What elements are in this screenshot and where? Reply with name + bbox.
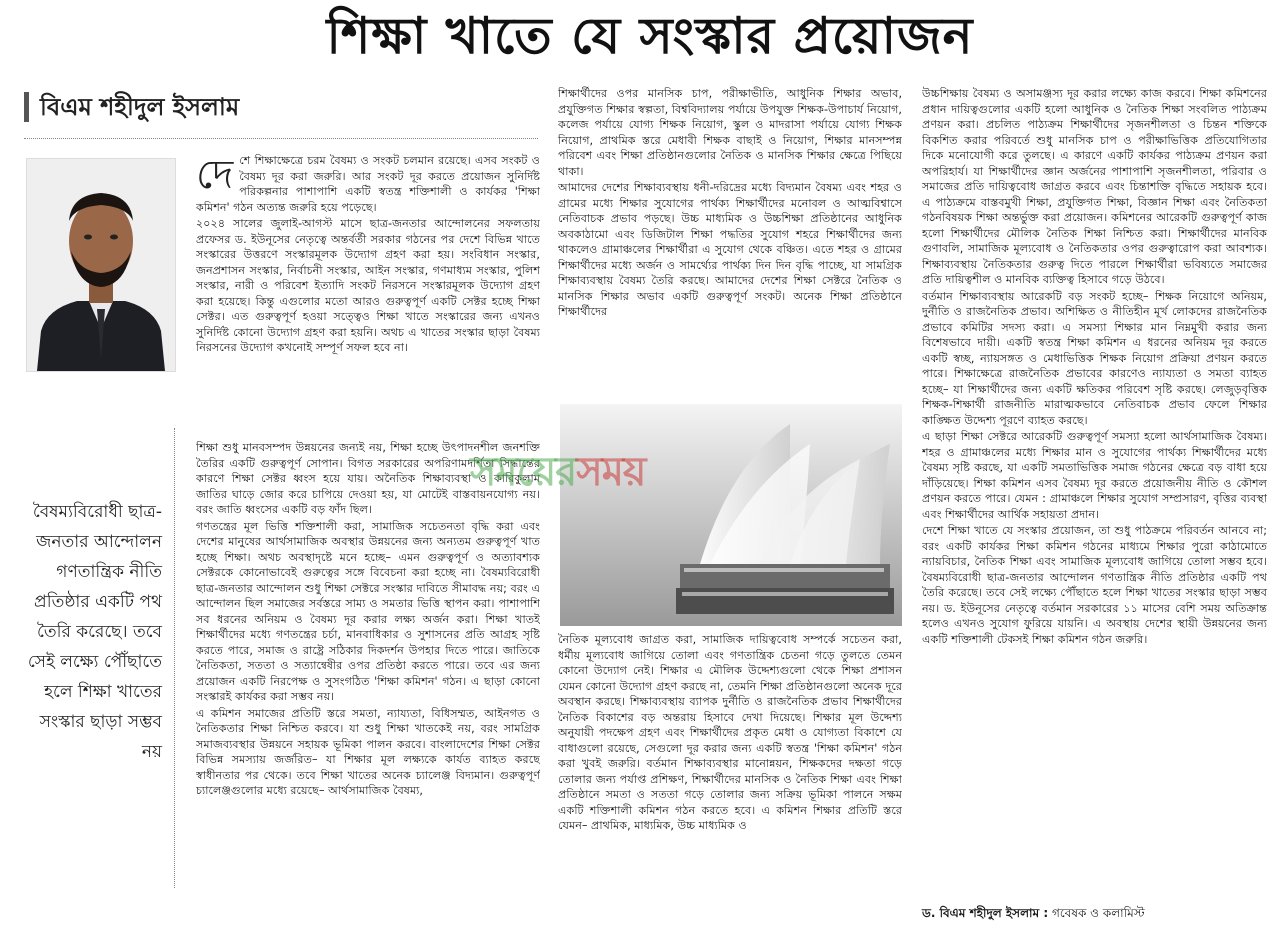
paragraph: ২০২৪ সালের জুলাই-আগস্ট মাসে ছাত্র-জনতার আন্দোলনের সফলতায় প্রফেসর ড. ইউনূসের নেতৃত্বে অন্তর্বর্তী সরকার গঠনের পর দেশে বিভিন্ন খাতে সংস্কারের উত্তরণে সংস্কারমূলক উদ্যোগ গ্রহণ করা হয়। সংবিধান সংস্কার, জনপ্রশাসন সংস্কার, নির্বাচনী সংস্কার, আইন সংস্কার, গণমাধ্যম সংস্কার, পুলিশ সংস্কার, নারী ও পরিবেশ ইত্যাদি সংকট নিরসনে সংস্কারমূলক উদ্যোগ গ্রহণ করা হয়েছে। কিন্তু এগুলোর মতো আরও গুরুত্বপূর্ণ একটি সেক্টর হচ্ছে শিক্ষা সেক্টর। এত গুরুত্বপূর্ণ হওয়া সত্ত্বেও শিক্ষা খাতে সংস্কারের জন্য এখনও সুনির্দিষ্ট কোনো উদ্যোগ গ্রহণ করা হয়নি। অথচ এ খাতের সংস্কার ছাড়া বৈষম্য নিরসনের উদ্যোগ কখনোই সম্পূর্ণ সফল হবে না। — [196, 217, 540, 354]
paragraph: উচ্চশিক্ষায় বৈষম্য ও অসামঞ্জস্য দূর করার লক্ষ্যে কাজ করবে। শিক্ষা কমিশনের প্রধান দায়িত্বগুলোর একটি হলো আধুনিক ও নৈতিক শিক্ষা সংবলিত পাঠ্যক্রম প্রণয়ন করা। প্রচলিত পাঠ্যক্রম শিক্ষার্থীদের সৃজনশীলতা ও চিন্তন শক্তিকে বিকশিত করার পরিবর্তে শুধু মানসিক চাপ ও পরীক্ষাভিত্তিক প্রতিযোগিতার দিকে মনোযোগী করে তুলছে। এ কারণে একটি কার্যকর পাঠ্যক্রম প্রণয়ন করা অপরিহার্য। যা শিক্ষার্থীদের জ্ঞান অর্জনের পাশাপাশি সৃজনশীলতা, পরিবার ও সমাজের প্রতি দায়িত্ববোধ জাগ্রত করবে এবং চিন্তাশক্তি বৃদ্ধিতে সহায়ক হবে। এ পাঠ্যক্রমে বাস্তবমুখী শিক্ষা, প্রযুক্তিগত শিক্ষা, বিজ্ঞান শিক্ষা এবং নৈতিকতা গঠনবিষয়ক শিক্ষা অন্তর্ভুক্ত করা প্রয়োজন। কমিশনের আরেকটি গুরুত্বপূর্ণ কাজ হলো শিক্ষার্থীদের মৌলিক নৈতিক শিক্ষা নিশ্চিত করা। শিক্ষার্থীদের মানবিক গুণাবলি, সামাজিক মূল্যবোধ ও নৈতিকতার ওপর গুরুত্বারোপ করা আবশ্যক। শিক্ষাব্যবস্থায় নৈতিকতার গুরুত্ব দিতে পারলে শিক্ষার্থীরা ভবিষ্যতে সমাজের প্রতি দায়িত্বশীল ও মানবিক ব্যক্তিত্ব হিসাবে গড়ে উঠবে। — [922, 87, 1267, 286]
publisher-watermark: সময়েরসময় — [470, 449, 646, 495]
article-headline: শিক্ষা খাতে যে সংস্কার প্রয়োজন — [326, 6, 974, 65]
paragraph: এ ছাড়া শিক্ষা সেক্টরে আরেকটি গুরুত্বপূর্ণ সমস্যা হলো আর্থসামাজিক বৈষম্য। শহর ও গ্রামাঞ্চলের মধ্যে শিক্ষার মান ও সুযোগের পার্থক্য শিক্ষার্থীদের মধ্যে বৈষম্য সৃষ্টি করছে, যা একটি সমতাভিত্তিক সমাজ গঠনের ক্ষেত্রে বড় বাধা হয়ে দাঁড়িয়েছে। শিক্ষা কমিশন এসব বৈষম্য দূর করতে প্রয়োজনীয় নীতি ও কৌশল প্রণয়ন করতে পারে। যেমন : গ্রামাঞ্চলে শিক্ষার সুযোগ সম্প্রসারণ, বৃত্তির ব্যবস্থা এবং শিক্ষার্থীদের আর্থিক সহায়তা প্রদান। — [922, 430, 1267, 521]
footer-author-role: গবেষক ও কলামিস্ট — [1051, 906, 1145, 920]
byline — [24, 88, 534, 128]
open-book-icon — [560, 404, 902, 626]
author-photo — [26, 158, 176, 372]
author-name: বিএম শহীদুল ইসলাম — [40, 93, 240, 121]
article-column-2-top — [558, 86, 902, 392]
paragraph: এ কমিশন সমাজের প্রতিটি স্তরে সমতা, ন্যায্যতা, বিধিসম্মত, আইনগত ও নৈতিকতার শিক্ষা নিশ্চিত করবে। যা শুধু শিক্ষা খাতকেই নয়, বরং সামগ্রিক সমাজব্যবস্থার উন্নয়নে সহায়ক ভূমিকা পালন করবে। বাংলাদেশের শিক্ষা সেক্টর বিভিন্ন সমস্যায় জর্জরিত– যা শিক্ষার মূল লক্ষ্যকে কার্যত ব্যাহত করছে স্বাধীনতার পর থেকে। তবে শিক্ষা খাতের অনেক চ্যালেঞ্জ বিদ্যমান। গুরুত্বপূর্ণ চ্যালেঞ্জগুলোর মধ্যে রয়েছে– আর্থসামাজিক বৈষম্য, — [196, 706, 540, 797]
footer-author-name: ড. বিএম শহীদুল ইসলাম : — [922, 906, 1049, 920]
author-footer — [922, 904, 1267, 922]
article-column-1-top — [196, 153, 540, 437]
author-portrait-icon — [27, 159, 175, 371]
pull-quote-divider — [174, 428, 175, 888]
paragraph: গণতন্ত্রের মূল ভিত্তি শক্তিশালী করা, সামাজিক সচেতনতা বৃদ্ধি করা এবং দেশের মানুষের আর্থসামাজিক অবস্থার উন্নয়নের জন্য অন্যতম গুরুত্বপূর্ণ খাত হচ্ছে শিক্ষা। অথচ অবস্থাদৃষ্টে মনে হচ্ছে– এমন গুরুত্বপূর্ণ ও অত্যাবশ্যক সেক্টরকে কোনোভাবেই গুরুত্বের সঙ্গে বিবেচনা করা হচ্ছে না। বৈষম্যবিরোধী ছাত্র-জনতার আন্দোলন শুধু শিক্ষা সেক্টরে সংস্কার দাবিতে সীমাবদ্ধ নয়; বরং এ আন্দোলন ছিল সমাজের সর্বস্তরে সাম্য ও সমতার ভিত্তি স্থাপন করা। পাশাপাশি সব ধরনের অনিয়ম ও বৈষম্য দূর করার লক্ষ্য অর্জন করা। শিক্ষা খাতই শিক্ষার্থীদের মধ্যে গণতন্ত্রের চর্চা, মানবাধিকার ও সুশাসনের প্রতি আগ্রহ সৃষ্টি করতে পারে, সমাজ ও রাষ্ট্রে সঠিকার দিকদর্শন উপহার দিতে পারে। জাতিকে নৈতিকতা, সততা ও সত্যান্বেষীর ওপর প্রতিষ্ঠা করতে পারে। তবে এর জন্য প্রয়োজন একটি নিরপেক্ষ ও সুসংগঠিত 'শিক্ষা কমিশন' গঠন। এ ছাড়া কোনো সংস্কারই কার্যকর করা সম্ভব নয়। — [196, 519, 540, 703]
byline-bar — [24, 92, 29, 122]
article-column-1-bottom — [196, 440, 540, 920]
paragraph: শিক্ষা শুধু মানবসম্পদ উন্নয়নের জন্যই নয়, শিক্ষা হচ্ছে উৎপাদনশীল জনশক্তি তৈরির একটি গুরুত্বপূর্ণ সোপান। বিগত সরকারের অপরিণামদর্শিতা সিদ্ধান্তের কারণে শিক্ষা সেক্টর ধ্বংস হয়ে যায়। অনৈতিক শিক্ষাব্যবস্থা ও কারিকুলাম জাতির ঘাড়ে জোর করে চাপিয়ে দেওয়া হয়, যা মোটেই বাস্তবায়নযোগ্য নয়। বরং জাতি ধ্বংসের একটি বড় ফাঁদ ছিল। — [196, 441, 540, 516]
drop-cap: দে — [196, 153, 234, 198]
paragraph: শিক্ষার্থীদের ওপর মানসিক চাপ, পরীক্ষাভীতি, আধুনিক শিক্ষার অভাব, প্রযুক্তিগত শিক্ষার স্বল্পতা, বিশ্ববিদ্যালয় পর্যায়ে উপযুক্ত শিক্ষক-উপাচার্য নিয়োগ, কলেজ পর্যায়ে যোগ্য শিক্ষক নিয়োগ, স্কুল ও মাদরাসা পর্যায়ে যোগ্য শিক্ষক নিয়োগ, প্রাথমিক স্তরে মেধাবী শিক্ষক বাছাই ও নিয়োগ, শিক্ষার মানসম্পন্ন পরিবেশ এবং শিক্ষা প্রতিষ্ঠানগুলোর নৈতিক ও মানসিক শিক্ষার ক্ষেত্রে পিছিয়ে থাকা। — [558, 87, 902, 178]
paragraph: বর্তমান শিক্ষাব্যবস্থায় আরেকটি বড় সংকট হচ্ছে– শিক্ষক নিয়োগে অনিয়ম, দুর্নীতি ও রাজনৈতিক প্রভাব। অশিক্ষিত ও নীতিহীন মূর্খ লোকদের রাজনৈতিক প্রভাবে কমিটির সদস্য করা। এ সমস্যা শিক্ষার মান নিম্নমুখী করার জন্য বিশেষভাবে দায়ী। একটি স্বতন্ত্র শিক্ষা কমিশন এ ধরনের অনিয়ম দূর করতে একটি স্বচ্ছ, ন্যায়সঙ্গত ও মেধাভিত্তিক শিক্ষক নিয়োগ প্রক্রিয়া প্রণয়ন করতে পারে। শিক্ষাক্ষেত্রে রাজনৈতিক প্রভাবের কারণেও ন্যায্যতা ও সমতা ব্যাহত হচ্ছে– যা শিক্ষার্থীদের জন্য একটি ক্ষতিকর পরিবেশ সৃষ্টি করছে। লেজুড়বৃত্তিক শিক্ষক-শিক্ষার্থী রাজনীতি মারাত্মকভাবে নেতিবাচক প্রভাব ফেলে শিক্ষার কাঙ্ক্ষিত উদ্দেশ্য পূরণে ব্যাহত করছে। — [922, 289, 1267, 427]
byline-divider — [24, 138, 538, 139]
paragraph: নৈতিক মূল্যবোধ জাগ্রত করা, সামাজিক দায়িত্ববোধ সম্পর্কে সচেতন করা, ধর্মীয় মূল্যবোধ জাগিয়ে তোলা এবং গণতান্ত্রিক চেতনা গড়ে তুলতে তেমন কোনো উদ্যোগ নেই। শিক্ষার এ মৌলিক উদ্দেশ্যগুলো থেকে শিক্ষা প্রশাসন যেমন কোনো উদ্যোগ গ্রহণ করছে না, তেমনি শিক্ষা প্রতিষ্ঠানগুলো অনেক দূরে অবস্থান করছে। শিক্ষাব্যবস্থায় ব্যাপক দুর্নীতি ও রাজনৈতিক প্রভাব শিক্ষার্থীদের নৈতিক বিকাশের বড় অন্তরায় হিসাবে দেখা দিয়েছে। শিক্ষার মূল উদ্দেশ্য অনুযায়ী পদক্ষেপ গ্রহণ এবং শিক্ষার্থীদের প্রকৃত মেধা ও যোগ্যতা বিকাশে যে বাধাগুলো রয়েছে, সেগুলো দূর করার জন্য একটি স্বতন্ত্র 'শিক্ষা কমিশন' গঠন করা খুবই জরুরি। বর্তমান শিক্ষাব্যবস্থার মানোন্নয়ন, শিক্ষকদের দক্ষতা গড়ে তোলার জন্য পর্যাপ্ত প্রশিক্ষণ, শিক্ষার্থীদের মানসিক ও নৈতিক শিক্ষা এবং শিক্ষা প্রতিষ্ঠানে সমতা ও সততা গড়ে তোলার জন্য সক্রিয় ভূমিকা পালনে সক্ষম একটি শক্তিশালী কমিশন গঠন করতে হবে। এ কমিশন শিক্ষার প্রতিটি স্তরে যেমন– প্রাথমিক, মাধ্যমিক, উচ্চ মাধ্যমিক ও — [558, 633, 902, 832]
pull-quote: বৈষম্যবিরোধী ছাত্র-জনতার আন্দোলন গণতান্ত্রিক নীতি প্রতিষ্ঠার একটি পথ তৈরি করেছে। তবে সেই লক্ষ্যে পৌঁছাতে হলে শিক্ষা খাতের সংস্কার ছাড়া সম্ভব নয় — [27, 502, 162, 762]
article-column-2-bottom — [558, 632, 902, 922]
article-column-3 — [922, 86, 1267, 896]
paragraph: দেশে শিক্ষা খাতে যে সংস্কার প্রয়োজন, তা শুধু পাঠক্রমে পরিবর্তন আনবে না; বরং একটি কার্যকর শিক্ষা কমিশন গঠনের মাধ্যমে শিক্ষার পুরো কাঠামোতে ন্যায়বিচার, নৈতিক শিক্ষা এবং সামাজিক মূল্যবোধ জাগিয়ে তোলা সম্ভব হবে। বৈষম্যবিরোধী ছাত্র-জনতার আন্দোলন গণতান্ত্রিক নীতি প্রতিষ্ঠার একটি পথ তৈরি করেছে। তবে সেই লক্ষ্যে পৌঁছাতে হলে শিক্ষা খাতের সংস্কার ছাড়া সম্ভব নয়। ড. ইউনূসের নেতৃত্বে বর্তমান সরকারের ১১ মাসের বেশি সময় অতিক্রান্ত হলেও এখনও সুযোগ ফুরিয়ে যায়নি। এ অবস্থায় দেশের স্থায়ী উন্নয়নের জন্য একটি শক্তিশালী টেকসই শিক্ষা কমিশন গঠন জরুরি। — [922, 524, 1267, 646]
paragraph: আমাদের দেশের শিক্ষাব্যবস্থায় ধনী-দরিদ্রের মধ্যে বিদ্যমান বৈষম্য এবং শহর ও গ্রামের মধ্যে শিক্ষার সুযোগের পার্থক্য শিক্ষার্থীদের মনোবল ও আত্মবিশ্বাসে নেতিবাচক প্রভাব পড়ছে। উচ্চ মাধ্যমিক ও উচ্চশিক্ষা প্রতিষ্ঠানের আধুনিক অবকাঠামো এবং ডিজিটাল শিক্ষা পদ্ধতির সুযোগ শহরে শিক্ষার্থীদের জন্য থাকলেও গ্রামাঞ্চলের শিক্ষার্থীরা এ সুযোগ থেকে বঞ্চিত। এতে শহর ও গ্রামের শিক্ষার্থীদের মধ্যে অর্জন ও সামর্থ্যের পার্থক্য দিন দিন বৃদ্ধি পাচ্ছে, যা সামগ্রিক শিক্ষাব্যবস্থায় বৈষম্য তৈরি করছে। আমাদের দেশের শিক্ষা সেক্টরে নৈতিক ও মানসিক শিক্ষার অভাব একটি গুরুত্বপূর্ণ সংকট। অনেক শিক্ষা প্রতিষ্ঠানে শিক্ষার্থীদের — [558, 181, 902, 318]
paragraph: দেশে শিক্ষাক্ষেত্রে চরম বৈষম্য ও সংকট চলমান রয়েছে। এসব সংকট ও বৈষম্য দূর করা জরুরি। আর সংকট দূর করতে প্রয়োজন সুনির্দিষ্ট পরিকল্পনার পাশাপাশি একটি স্বতন্ত্র শক্তিশালী ও কার্যকর 'শিক্ষা কমিশন' গঠন অত্যন্ত জরুরি হয়ে পড়েছে। — [196, 153, 540, 214]
books-photo — [560, 404, 902, 626]
